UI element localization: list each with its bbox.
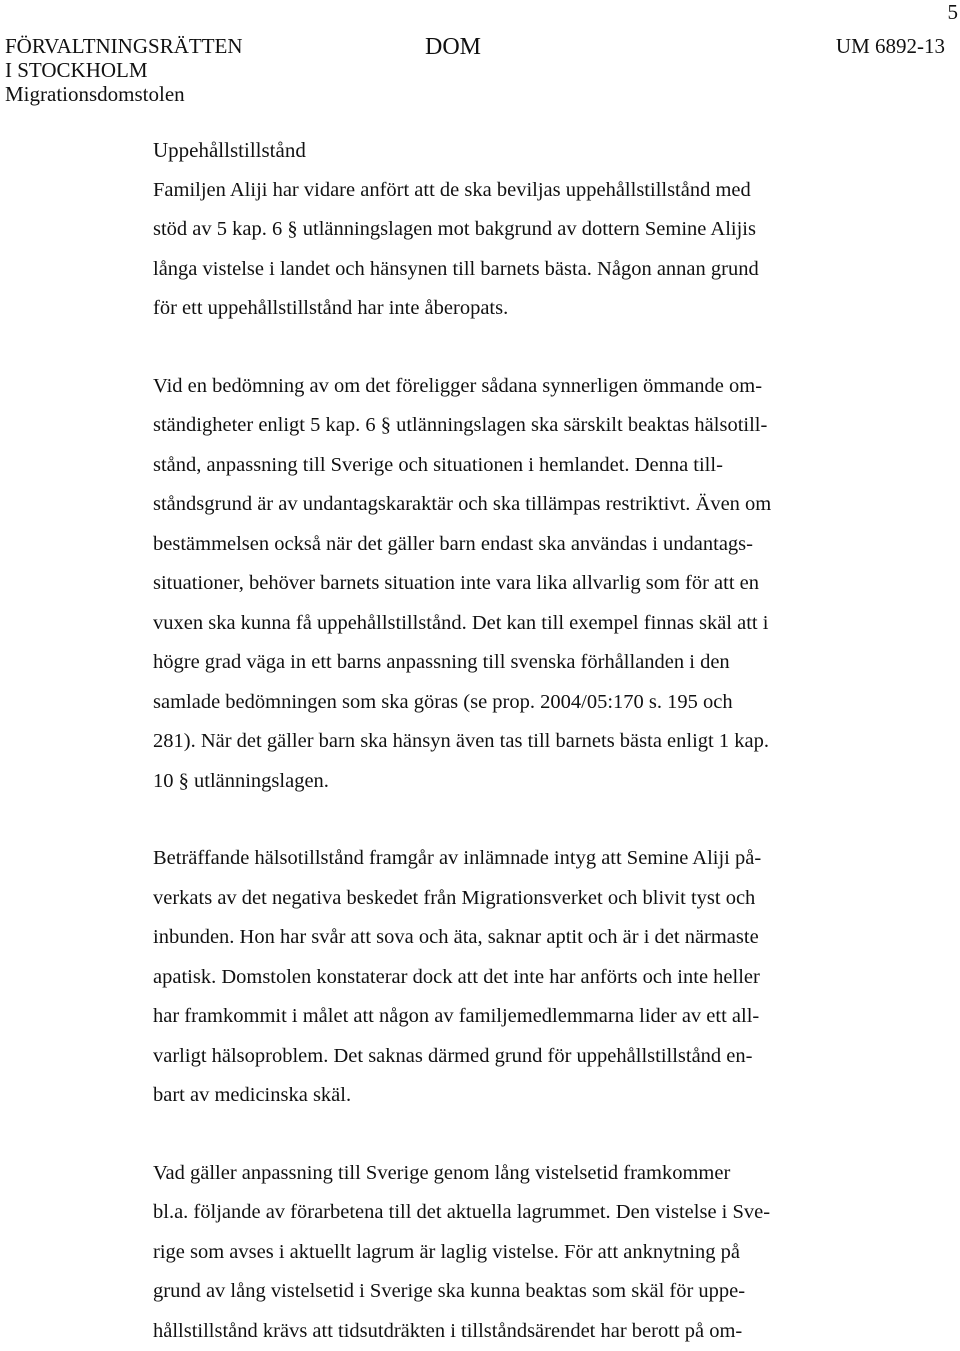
court-name-line-1: FÖRVALTNINGSRÄTTEN xyxy=(5,34,243,58)
paragraph-spacer xyxy=(153,329,853,367)
page-number: 5 xyxy=(948,0,959,24)
document-header xyxy=(5,34,945,114)
document-type: DOM xyxy=(425,34,481,60)
court-name xyxy=(5,34,243,106)
court-name-line-2: I STOCKHOLM xyxy=(5,58,243,82)
paragraph-4: Vad gäller anpassning till Sverige genom lång vistelsetid framkommer bl.a. följande av förarbetena till det aktuella lagrummet. Den vistelse i Sve- rige som avses i aktuellt lagrum är laglig vistelse. För att anknytning på grund av lång vistelsetid i Sverige ska kunna beaktas som skäl för uppe- hållstillstånd krävs att tidsutdräkten i tillståndsärendet har berott på om- xyxy=(153,1154,853,1351)
paragraph-2: Vid en bedömning av om det föreligger sådana synnerligen ömmande om- ständigheter enligt 5 kap. 6 § utlänningslagen ska särskilt beaktas hälsotill- stånd, anpassning till Sverige och situationen i hemlandet. Denna till- ståndsgrund är av undantagskaraktär och ska tillämpas restriktivt. Även om bestämmelsen också när det gäller barn endast ska användas i undantags- situationer, behöver barnets situation inte vara lika allvarlig som för att en vuxen ska kunna få uppehållstillstånd. Det kan till exempel finnas skäl att i högre grad väga in ett barns anpassning till svenska förhållanden i den samlade bedömningen som ska göras (se prop. 2004/05:170 s. 195 och 281). När det gäller barn ska hänsyn även tas till barnets bästa enligt 1 kap. 10 § utlänningslagen. xyxy=(153,367,853,802)
section-heading: Uppehållstillstånd xyxy=(153,131,853,171)
paragraph-3: Beträffande hälsotillstånd framgår av inlämnade intyg att Semine Aliji på- verkats av det negativa beskedet från Migrationsverket och blivit tyst och inbunden. Hon har svår att sova och äta, saknar aptit och är i det närmaste apatisk. Domstolen konstaterar dock att det inte har anförts och inte heller har framkommit i målet att någon av familjemedlemmarna lider av ett all- varligt hälsoproblem. Det saknas därmed grund för uppehållstillstånd en- bart av medicinska skäl. xyxy=(153,839,853,1116)
paragraph-spacer xyxy=(153,801,853,839)
document-body xyxy=(153,131,853,1351)
court-division: Migrationsdomstolen xyxy=(5,82,243,106)
case-number: UM 6892-13 xyxy=(836,34,945,58)
paragraph-spacer xyxy=(153,1116,853,1154)
paragraph-1: Familjen Aliji har vidare anfört att de ska beviljas uppehållstillstånd med stöd av 5 kap. 6 § utlänningslagen mot bakgrund av dottern Semine Alijis långa vistelse i landet och hänsynen till barnets bästa. Någon annan grund för ett uppehållstillstånd har inte åberopats. xyxy=(153,171,853,329)
